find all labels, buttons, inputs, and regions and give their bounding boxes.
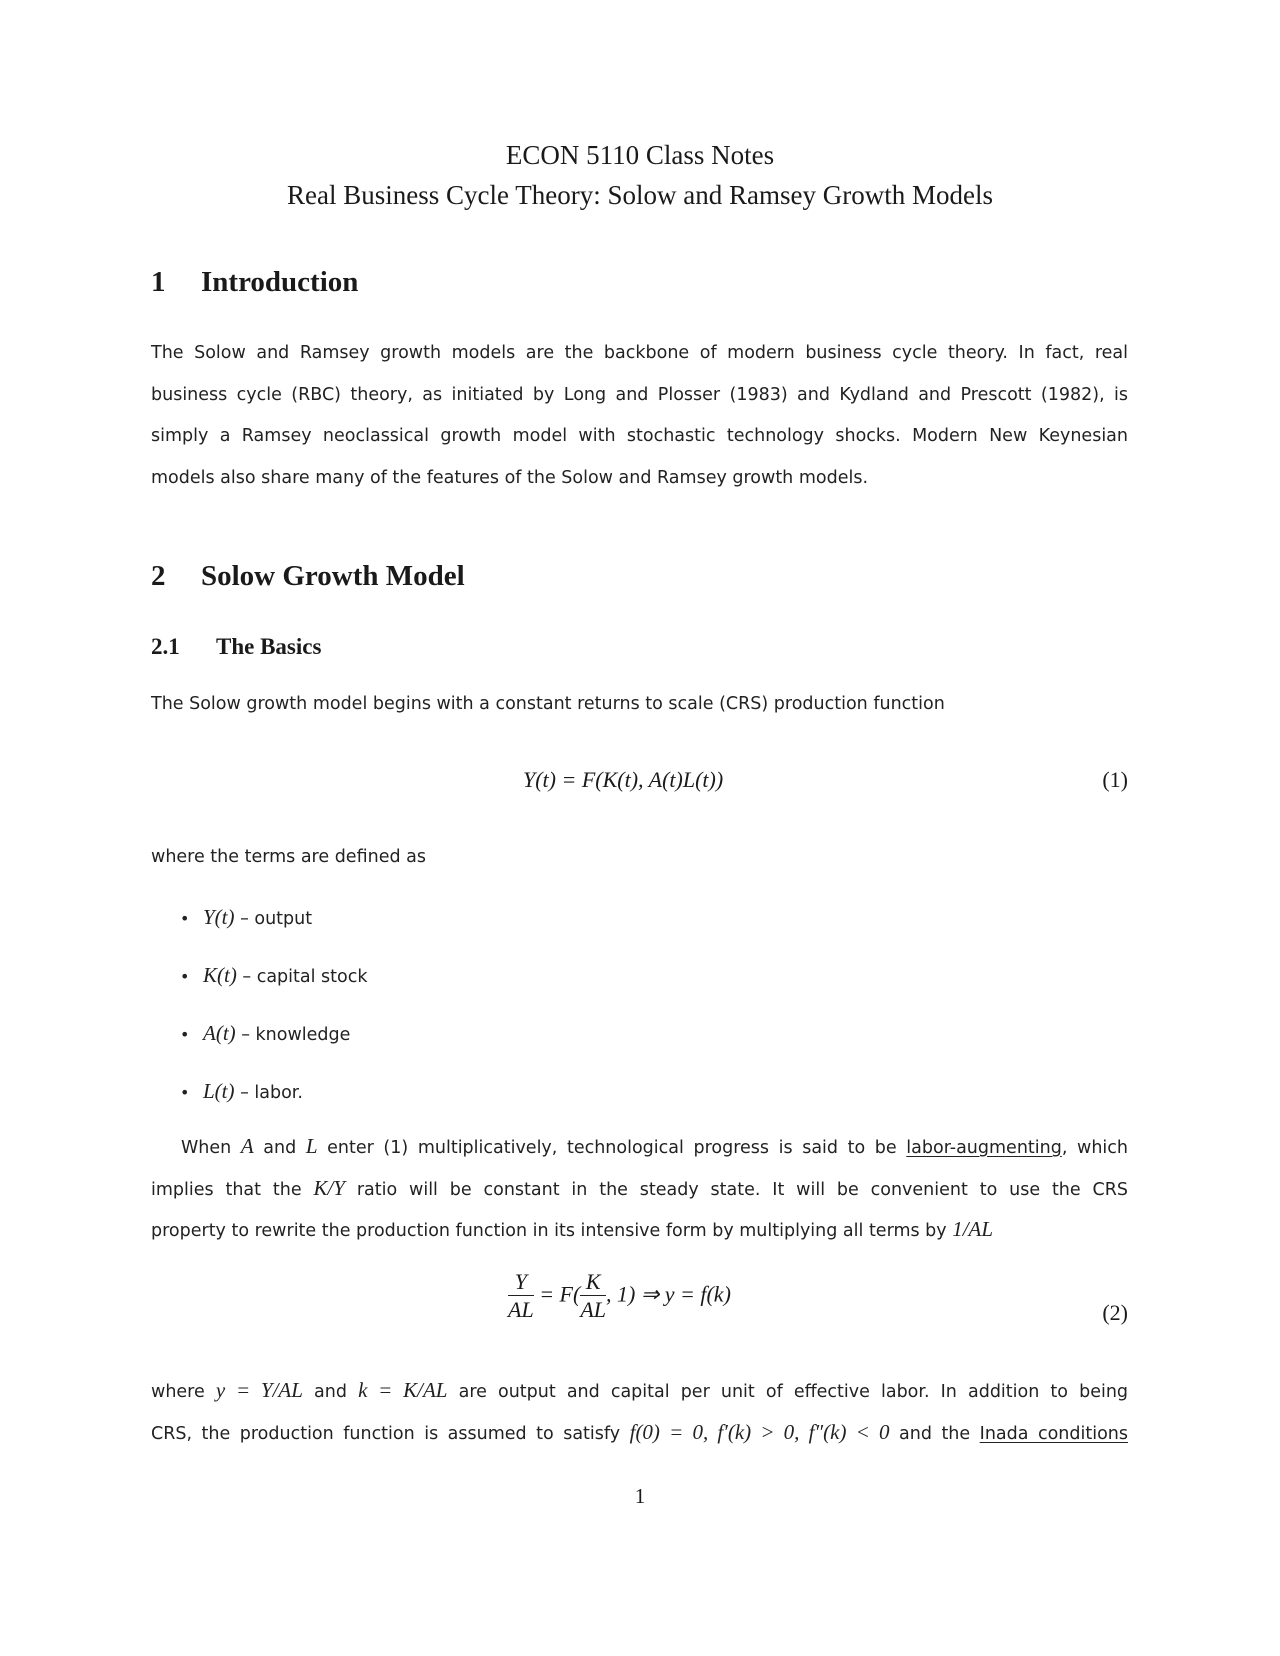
fraction: $\frac{K}{AL}$ xyxy=(580,1269,606,1322)
paragraph-line: where y = Y/AL and k = K/AL are output and capital per unit of effective labor. In addition to being xyxy=(151,1378,1129,1402)
paragraph-line: When A and L enter (1) multiplicatively, technological progress is said to be labor-augmenting, which xyxy=(181,1134,1128,1158)
subsection-title: The Basics xyxy=(216,634,322,659)
term-symbol: A(t) xyxy=(203,1021,236,1045)
section-title: Solow Growth Model xyxy=(201,560,465,592)
paragraph-line: simply a Ramsey neoclassical growth model with stochastic technology shocks. Modern New Keynesian xyxy=(151,426,1128,446)
term-link-labor-augmenting: labor-augmenting xyxy=(906,1138,1062,1158)
list-item xyxy=(180,1079,303,1104)
section-heading-solow xyxy=(151,560,465,593)
bullet-icon: • xyxy=(180,967,190,986)
equation-number-2: (2) xyxy=(1102,1300,1128,1325)
paragraph-line: CRS, the production function is assumed to satisfy f(0) = 0, f′(k) > 0, f″(k) < 0 and the Inada conditions xyxy=(151,1419,1129,1444)
term-link-inada-conditions: Inada conditions xyxy=(979,1423,1129,1444)
bullet-icon: • xyxy=(180,1083,190,1102)
intensive-form-paragraph xyxy=(151,1378,1129,1453)
term-symbol: L(t) xyxy=(203,1079,235,1103)
term-description: – output xyxy=(234,909,313,929)
doc-title-line2: Real Business Cycle Theory: Solow and Ramsey Growth Models xyxy=(287,180,993,210)
fraction: $\frac{Y}{AL}$ xyxy=(508,1269,534,1322)
paragraph-line: implies that the K/Y ratio will be constant in the steady state. It will be convenient to use the CRS xyxy=(151,1175,1129,1200)
intro-paragraph xyxy=(151,345,1128,499)
section-number: 2 xyxy=(151,560,166,592)
paragraph-line: The Solow and Ramsey growth models are the backbone of modern business cycle theory. In fact, real xyxy=(151,343,1128,363)
subsection-heading-basics xyxy=(151,634,321,660)
paragraph-line: property to rewrite the production function in its intensive form by multiplying all terms by 1/AL xyxy=(151,1217,994,1241)
section-number: 1 xyxy=(151,266,166,298)
list-item xyxy=(180,1021,350,1046)
equation-2: $\frac{Y}{AL}$ = F( $\frac{K}{AL}$ , 1) ⇒ y = f(k) xyxy=(508,1269,731,1322)
section-heading-introduction xyxy=(151,266,358,299)
term-symbol: K(t) xyxy=(203,963,237,987)
term-symbol: Y(t) xyxy=(203,905,235,929)
doc-title-line1: ECON 5110 Class Notes xyxy=(505,140,775,170)
paragraph-line: models also share many of the features of the Solow and Ramsey growth models. xyxy=(151,467,869,488)
subsection-number: 2.1 xyxy=(151,634,180,659)
bullet-icon: • xyxy=(180,1025,190,1044)
terms-intro-line: where the terms are defined as xyxy=(151,847,426,867)
equation-number-1: (1) xyxy=(1102,767,1128,792)
equation-1: Y(t) = F(K(t), A(t)L(t)) xyxy=(523,767,724,792)
term-description: – knowledge xyxy=(235,1025,351,1045)
augmenting-paragraph xyxy=(151,1134,1129,1251)
list-item xyxy=(180,905,312,930)
bullet-icon: • xyxy=(180,909,190,928)
section-title: Introduction xyxy=(201,266,359,298)
solow-intro-line: The Solow growth model begins with a constant returns to scale (CRS) production function xyxy=(151,694,945,714)
list-item xyxy=(180,963,367,988)
term-description: – labor. xyxy=(234,1083,303,1103)
term-description: – capital stock xyxy=(236,967,368,987)
paragraph-line: business cycle (RBC) theory, as initiated by Long and Plosser (1983) and Kydland and Prescott (1982), is xyxy=(151,384,1128,405)
page-number: 1 xyxy=(634,1484,646,1508)
